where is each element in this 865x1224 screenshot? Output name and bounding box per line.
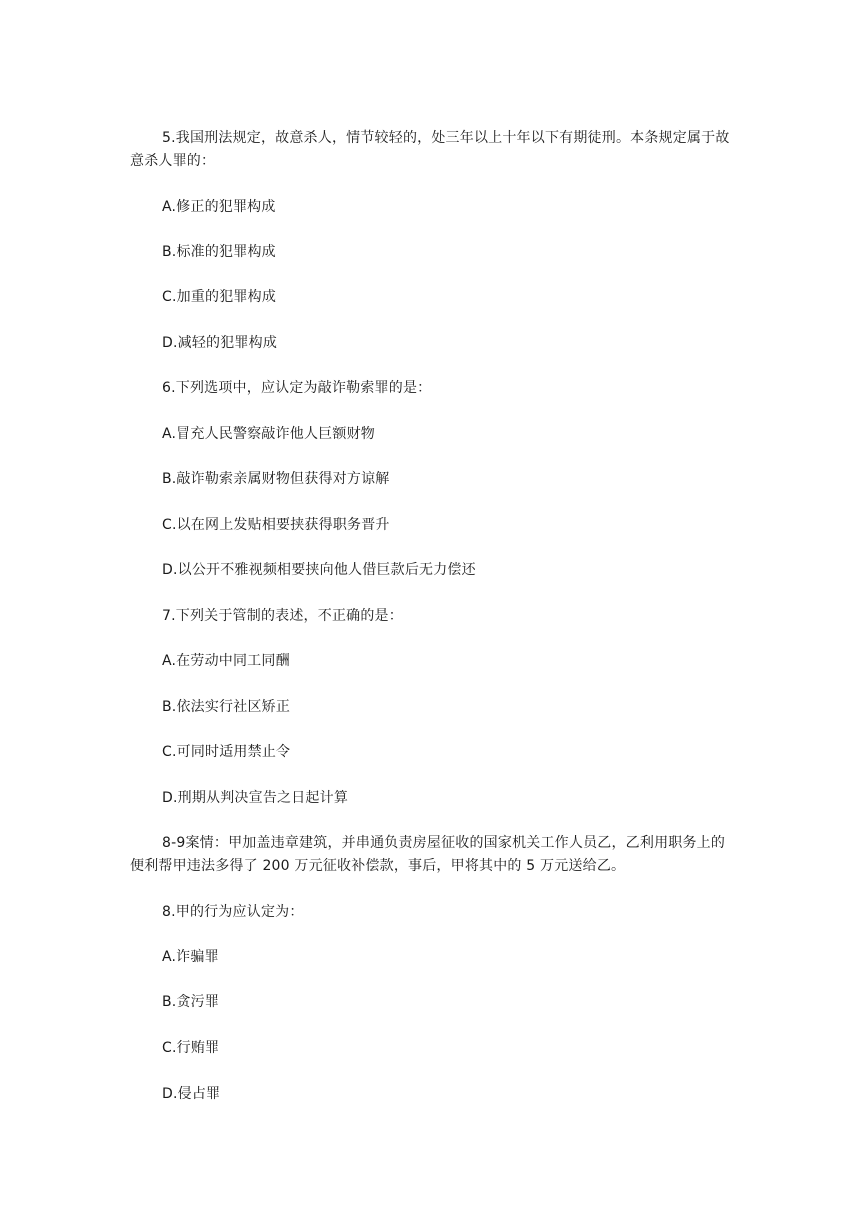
question-8-option-b: B.贪污罪	[162, 994, 220, 1010]
question-5-stem: 5.我国刑法规定，故意杀人，情节较轻的，处三年以上十年以下有期徒刑。本条规定属于故意杀人罪的：	[130, 130, 730, 169]
question-6-option-d: D.以公开不雅视频相要挟向他人借巨款后无力偿还	[162, 562, 476, 578]
question-5-option-b: B.标准的犯罪构成	[162, 244, 276, 260]
question-5-option-a: A.修正的犯罪构成	[162, 199, 276, 215]
question-7-option-a: A.在劳动中同工同酬	[162, 653, 290, 669]
question-8-option-c: C.行贿罪	[162, 1040, 220, 1056]
question-6-option-a: A.冒充人民警察敲诈他人巨额财物	[162, 426, 375, 442]
question-7-stem: 7.下列关于管制的表述，不正确的是：	[162, 608, 403, 624]
question-6-option-c: C.以在网上发贴相要挟获得职务晋升	[162, 517, 390, 533]
question-7-option-c: C.可同时适用禁止令	[162, 744, 291, 760]
question-5-option-c: C.加重的犯罪构成	[162, 289, 277, 305]
case-8-9-description: 8-9案情：甲加盖违章建筑，并串通负责房屋征收的国家机关工作人员乙，乙利用职务上的便利帮甲违法多得了 200 万元征收补偿款，事后，甲将其中的 5 万元送给乙。	[130, 835, 726, 874]
question-7-option-d: D.刑期从判决宣告之日起计算	[162, 790, 349, 806]
question-7-option-b: B.依法实行社区矫正	[162, 699, 291, 715]
question-8-option-d: D.侵占罪	[162, 1086, 221, 1102]
question-8-option-a: A.诈骗罪	[162, 949, 219, 965]
question-6-stem: 6.下列选项中，应认定为敲诈勒索罪的是：	[162, 380, 432, 396]
question-5-option-d: D.减轻的犯罪构成	[162, 335, 278, 351]
question-6-option-b: B.敲诈勒索亲属财物但获得对方谅解	[162, 471, 390, 487]
question-8-stem: 8.甲的行为应认定为：	[162, 904, 304, 920]
